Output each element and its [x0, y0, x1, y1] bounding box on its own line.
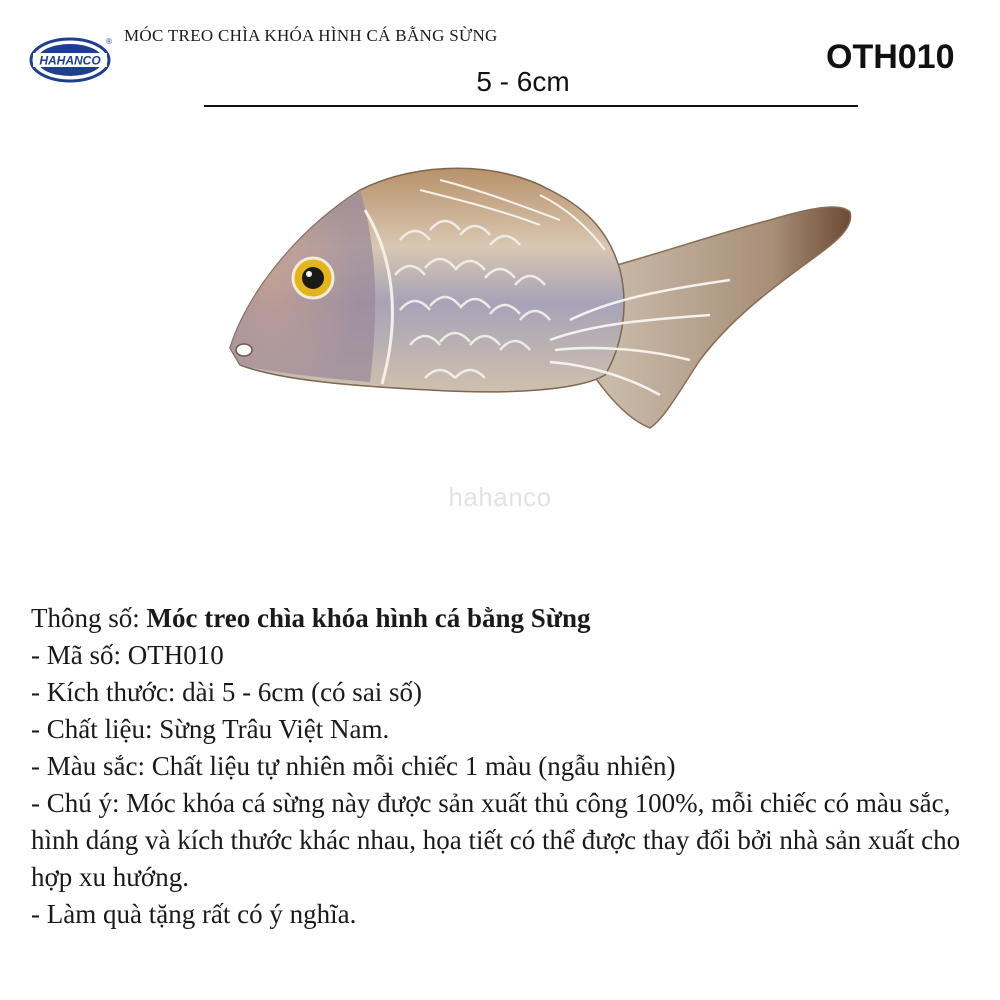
logo-text: HAHANCO	[39, 53, 101, 68]
spec-section	[31, 600, 991, 933]
horn-fish-keychain-icon	[210, 150, 870, 450]
spec-line-size: - Kích thước: dài 5 - 6cm (có sai số)	[31, 677, 423, 707]
spec-heading-prefix: Thông số:	[31, 603, 147, 633]
watermark: hahanco	[448, 482, 552, 512]
spec-heading-name: Móc treo chìa khóa hình cá bằng Sừng	[146, 603, 591, 633]
product-code: OTH010	[826, 38, 955, 76]
spec-line-note: - Chú ý: Móc khóa cá sừng này được sản xuất thủ công 100%, mỗi chiếc có màu sắc, hình dáng và kích thước khác nhau, họa tiết có thể được thay đổi bởi nhà sản xuất cho hợp xu hướng.	[31, 788, 961, 892]
spec-line-gift: - Làm quà tặng rất có ý nghĩa.	[31, 899, 357, 929]
spec-line-code: - Mã số: OTH010	[31, 640, 224, 670]
spec-line-color: - Màu sắc: Chất liệu tự nhiên mỗi chiếc 1 màu (ngẫu nhiên)	[31, 751, 676, 781]
registered-mark: ®	[106, 37, 112, 46]
product-image	[210, 150, 870, 450]
hahanco-logo	[29, 34, 115, 84]
spec-line-material: - Chất liệu: Sừng Trâu Việt Nam.	[31, 714, 390, 744]
header-divider	[204, 105, 858, 107]
spec-heading	[31, 600, 991, 637]
product-size: 5 - 6cm	[476, 66, 570, 97]
product-title: MÓC TREO CHÌA KHÓA HÌNH CÁ BẰNG SỪNG	[124, 26, 498, 45]
